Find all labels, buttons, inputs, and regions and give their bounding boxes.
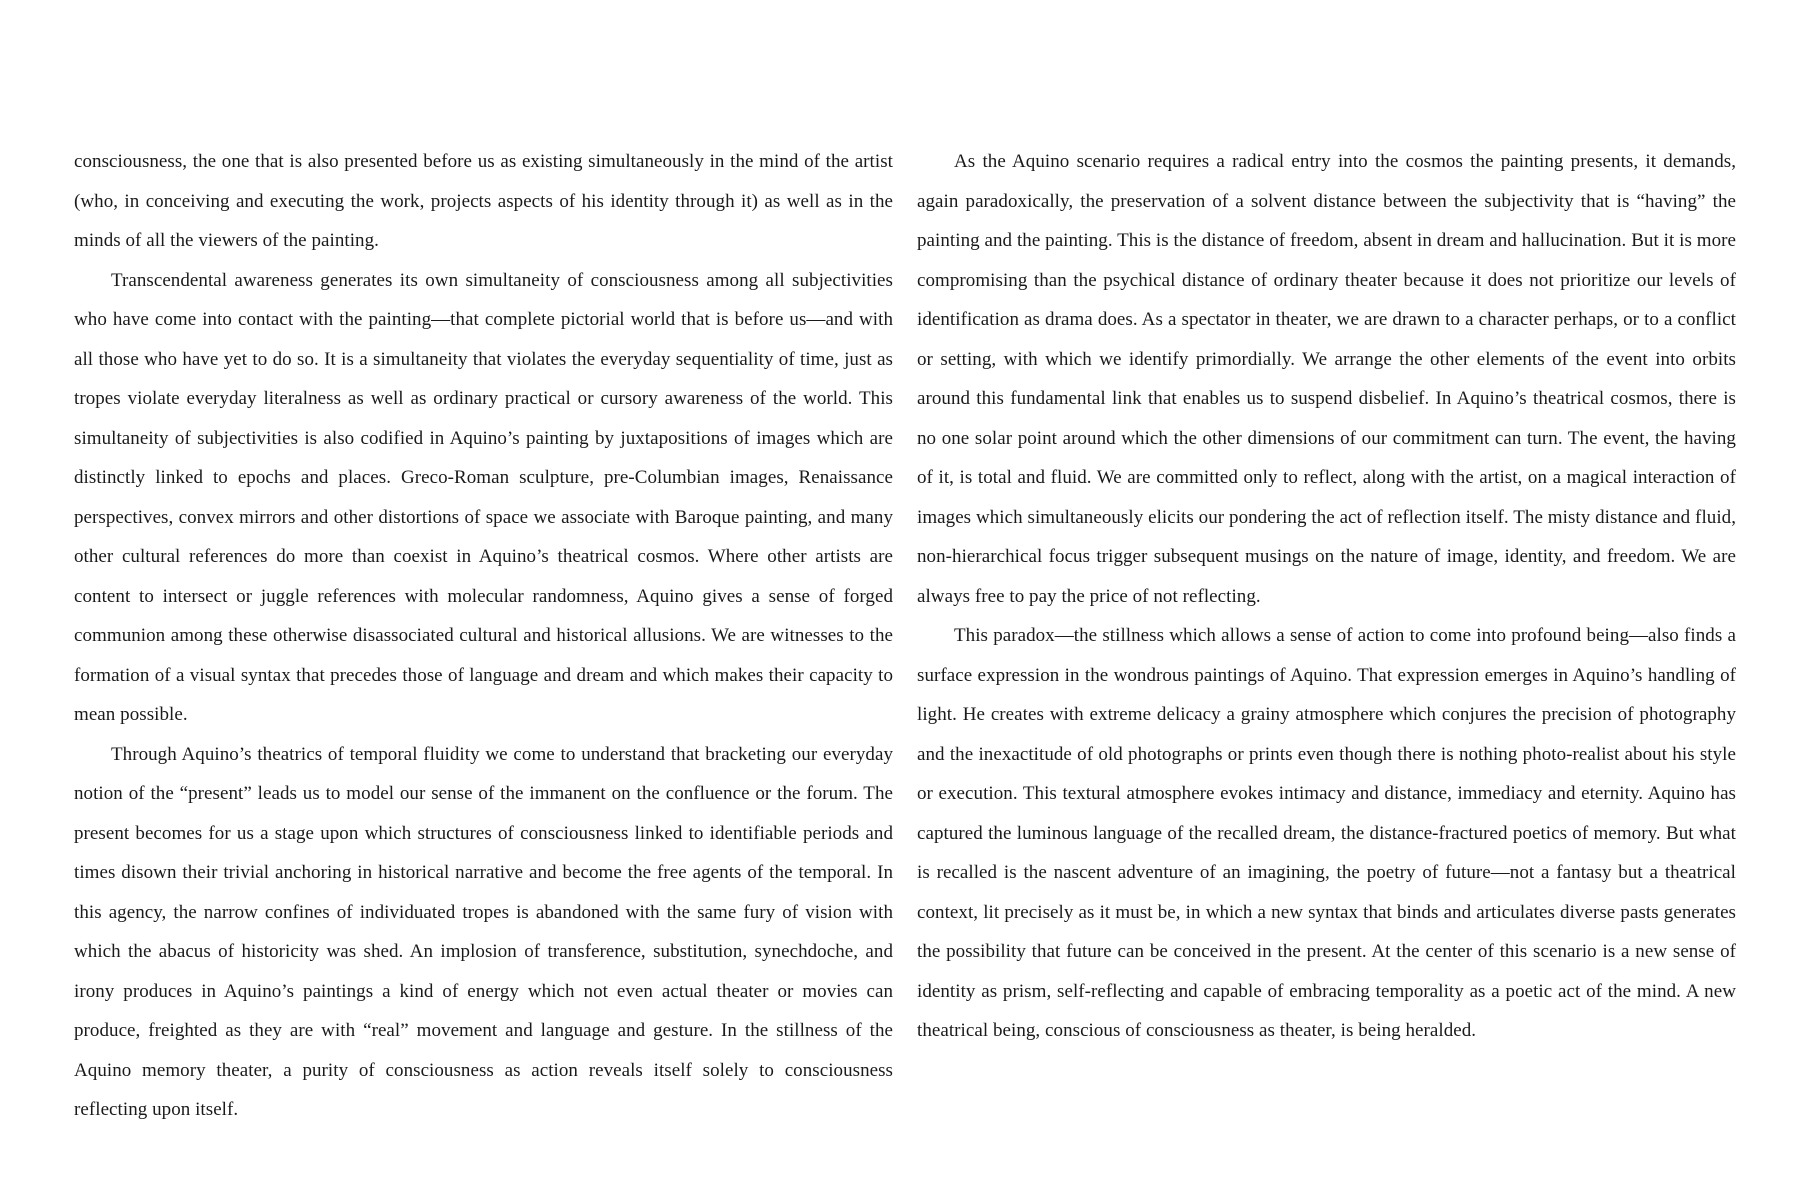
right-paragraph-scenario: As the Aquino scenario requires a radical entry into the cosmos the painting presents, it demands, again paradoxically, the preservation of a solvent distance between the subjectivity that is “having” the painting and the painting. This is the distance of freedom, absent in dream and hallucination. But it is more compromising than the psychical distance of ordinary theater because it does not prioritize our levels of identification as drama does. As a spectator in theater, we are drawn to a character perhaps, or to a conflict or setting, with which we identify primordially. We arrange the other elements of the event into orbits around this fundamental link that enables us to suspend disbelief. In Aquino’s theatrical cosmos, there is no one solar point around which the other dimensions of our commitment can turn. The event, the having of it, is total and fluid. We are committed only to reflect, along with the artist, on a magical interaction of images which simultaneously elicits our pondering the act of reflection itself. The misty distance and fluid, non-hierarchical focus trigger subsequent musings on the nature of image, identity, and freedom. We are always free to pay the price of not reflecting. [917, 151, 1736, 607]
left-paragraph-transcendental: Transcendental awareness generates its own simultaneity of consciousness among all subjectivities who have come into contact with the painting—that complete pictorial world that is before us—and with all those who have yet to do so. It is a simultaneity that violates the everyday sequentiality of time, just as tropes violate everyday literalness as well as ordinary practical or cursory awareness of the world. This simultaneity of subjectivities is also codified in Aquino’s painting by juxtapositions of images which are distinctly linked to epochs and places. Greco-Roman sculpture, pre-Columbian images, Renaissance perspectives, convex mirrors and other distortions of space we associate with Baroque painting, and many other cultural references do more than coexist in Aquino’s theatrical cosmos. Where other artists are content to intersect or juggle references with molecular randomness, Aquino gives a sense of forged communion among these otherwise disassociated cultural and historical allusions. We are witnesses to the formation of a visual syntax that precedes those of language and dream and which makes their capacity to mean possible. [74, 269, 893, 725]
right-paragraph-paradox: This paradox—the stillness which allows a sense of action to come into profound being—also finds a surface expression in the wondrous paintings of Aquino. That expression emerges in Aquino’s handling of light. He creates with extreme delicacy a grainy atmosphere which conjures the precision of photography and the inexactitude of old photographs or prints even though there is nothing photo-realist about his style or execution. This textural atmosphere evokes intimacy and distance, immediacy and eternity. Aquino has captured the luminous language of the recalled dream, the distance-fractured poetics of memory. But what is recalled is the nascent adventure of an imagining, the poetry of future—not a fantasy but a theatrical context, lit precisely as it must be, in which a new syntax that binds and articulates diverse pasts generates the possibility that future can be conceived in the present. At the center of this scenario is a new sense of identity as prism, self-reflecting and capable of embracing temporality as a poetic act of the mind. A new theatrical being, conscious of consciousness as theater, is being heralded. [917, 625, 1736, 1041]
left-paragraph-temporal-fluidity: Through Aquino’s theatrics of temporal fluidity we come to understand that bracketing our everyday notion of the “present” leads us to model our sense of the immanent on the confluence or the forum. The present becomes for us a stage upon which structures of consciousness linked to identifiable periods and times disown their trivial anchoring in historical narrative and become the free agents of the temporal. In this agency, the narrow confines of individuated tropes is abandoned with the same fury of vision with which the abacus of historicity was shed. An implosion of transference, substitution, synechdoche, and irony produces in Aquino’s paintings a kind of energy which not even actual theater or movies can produce, freighted as they are with “real” movement and language and gesture. In the stillness of the Aquino memory theater, a purity of consciousness as action reveals itself solely to consciousness reflecting upon itself. [74, 743, 893, 1120]
left-column [74, 142, 893, 1130]
left-paragraph-continued: consciousness, the one that is also presented before us as existing simultaneously in the mind of the artist (who, in conceiving and executing the work, projects aspects of his identity through it) as well as in the minds of all the viewers of the painting. [74, 151, 893, 251]
right-column [917, 142, 1736, 1051]
